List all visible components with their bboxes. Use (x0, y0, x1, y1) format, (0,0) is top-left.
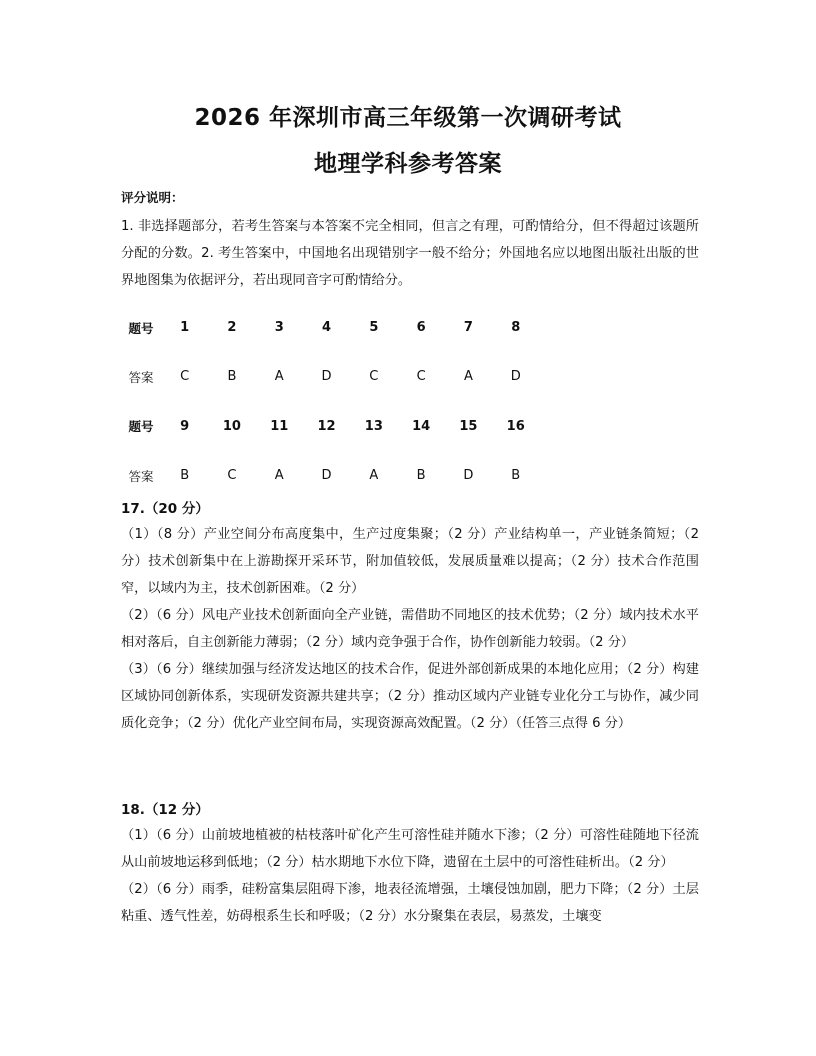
answer-row (121, 451, 539, 500)
question-number: 16 (506, 418, 525, 434)
question-number-row (121, 402, 539, 451)
q18-part-2: （2）（6 分）雨季，硅粉富集层阻碍下渗，地表径流增强，土壤侵蚀加剧，肥力下降；（2 分）土层粘重、透气性差，妨碍根系生长和呼吸；（2 分）水分聚集在表层，易蒸发，土壤变 (121, 882, 699, 924)
question-number: 15 (459, 418, 478, 434)
question-number-header: 题号 (128, 419, 154, 435)
q17-part-1: （1）（8 分）产业空间分布高度集中，生产过度集聚；（2 分）产业结构单一，产业链条简短；（2 分）技术创新集中在上游勘探开采环节，附加值较低，发展质量难以提高；（2 分）技术合作范围窄，以域内为主，技术创新困难。（2 分） (121, 527, 699, 596)
question-number: 5 (369, 320, 379, 336)
answer-cell: A (274, 468, 284, 484)
q18-part-1: （1）（6 分）山前坡地植被的枯枝落叶矿化产生可溶性硅并随水下渗；（2 分）可溶性硅随地下径流从山前坡地运移到低地；（2 分）枯水期地下水位下降，遗留在土层中的可溶性硅析出。（2 分） (121, 828, 699, 870)
answer-cell: A (369, 468, 379, 484)
answer-cell: A (463, 369, 473, 385)
question-number: 2 (227, 320, 237, 336)
question-number: 9 (180, 418, 190, 434)
question-18-answer (121, 822, 699, 930)
answer-cell: C (227, 468, 237, 484)
answer-row (121, 352, 539, 401)
question-number: 7 (463, 320, 473, 336)
q17-part-3: （3）（6 分）继续加强与经济发达地区的技术合作，促进外部创新成果的本地化应用；（2 分）构建区域协同创新体系，实现研发资源共建共享；（2 分）推动区域内产业链专业化分工与协作，减少同质化竞争；（2 分）优化产业空间布局，实现资源高效配置。（2 分）（任答三点得 6 分） (121, 662, 699, 731)
answer-cell: C (416, 369, 426, 385)
page-title: 2026 年深圳市高三年级第一次调研考试 (194, 105, 622, 131)
question-number-row (121, 303, 539, 352)
question-17-heading: 17.（20 分） (121, 501, 209, 517)
answer-cell: D (321, 369, 332, 385)
answer-table (121, 303, 539, 500)
question-number-header: 题号 (128, 320, 154, 336)
scoring-notes-text: 1. 非选择题部分，若考生答案与本答案不完全相同，但言之有理，可酌情给分，但不得超过该题所分配的分数。2. 考生答案中，中国地名出现错别字一般不给分；外国地名应以地图出版社出版的世界地图集为依据评分，若出现同音字可酌情给分。 (121, 219, 699, 288)
question-number: 3 (274, 320, 284, 336)
q17-part-2: （2）（6 分）风电产业技术创新面向全产业链，需借助不同地区的技术优势；（2 分）域内技术水平相对落后，自主创新能力薄弱；（2 分）域内竞争强于合作，协作创新能力较弱。（2 分） (121, 608, 699, 650)
answer-header: 答案 (128, 369, 154, 385)
answer-cell: C (369, 369, 379, 385)
question-17-answer (121, 521, 699, 737)
question-number: 1 (180, 320, 190, 336)
answer-header: 答案 (128, 468, 154, 484)
question-number: 8 (511, 320, 521, 336)
answer-cell: B (227, 369, 237, 385)
page-subtitle: 地理学科参考答案 (314, 151, 502, 177)
question-18-heading: 18.（12 分） (121, 802, 209, 818)
question-number: 13 (364, 418, 383, 434)
answer-cell: B (511, 468, 521, 484)
answer-cell: B (180, 468, 190, 484)
answer-cell: A (274, 369, 284, 385)
scoring-notes-label: 评分说明： (121, 190, 184, 205)
answer-cell: D (510, 369, 521, 385)
question-number: 6 (416, 320, 426, 336)
answer-cell: D (463, 468, 474, 484)
answer-cell: B (416, 468, 426, 484)
question-number: 4 (322, 320, 332, 336)
answer-cell: D (321, 468, 332, 484)
question-number: 11 (270, 418, 289, 434)
question-number: 12 (317, 418, 336, 434)
question-number: 14 (412, 418, 431, 434)
question-number: 10 (222, 418, 241, 434)
answer-cell: C (180, 369, 190, 385)
